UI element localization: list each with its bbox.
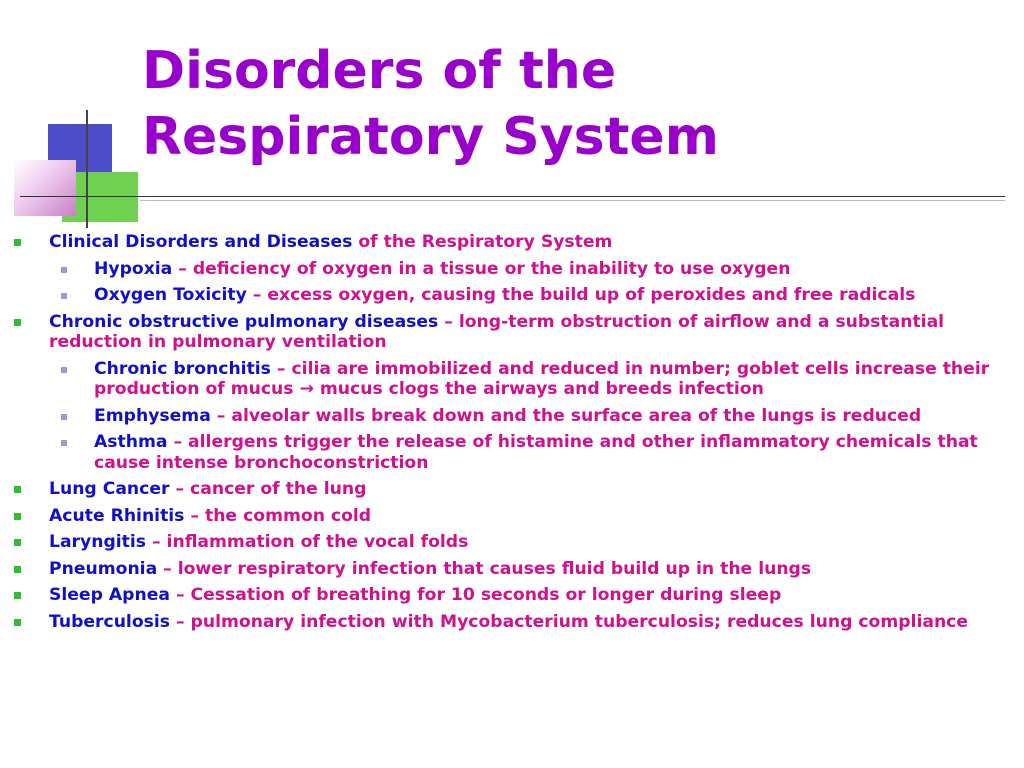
definition: – cancer of the lung — [175, 479, 367, 499]
definition: – excess oxygen, causing the build up of peroxides and free radicals — [252, 285, 916, 305]
page-title — [142, 38, 719, 170]
sub-square-bullet-icon — [61, 293, 67, 299]
term: Emphysema — [94, 405, 217, 426]
title-divider-shadow — [140, 200, 1005, 201]
definition: – lower respiratory infection that causes fluid build up in the lungs — [163, 558, 812, 579]
square-bullet-icon — [14, 319, 21, 326]
square-bullet-icon — [14, 513, 21, 520]
definition: – long-term obstruction of airflow and a substantial reduction in pulmonary ventilation — [49, 311, 945, 352]
list-item — [12, 312, 1012, 353]
list-item — [12, 479, 1012, 500]
square-bullet-icon — [14, 566, 21, 573]
sub-square-bullet-icon — [61, 414, 67, 420]
term: Tuberculosis — [49, 611, 176, 632]
definition: – inflammation of the vocal folds — [151, 532, 469, 552]
term: Chronic bronchitis — [94, 358, 277, 379]
definition: – allergens trigger the release of histamine and other inflammatory chemicals that cause intense bronchoconstriction — [94, 432, 978, 473]
definition: – the common cold — [190, 505, 372, 526]
definition: – cilia are immobilized and reduced in number; goblet cells increase their production of mucus → mucus clogs the airways and breeds infection — [94, 358, 990, 399]
sub-square-bullet-icon — [61, 440, 67, 446]
list-item — [12, 585, 1012, 606]
list-item — [12, 559, 1012, 580]
term: Pneumonia — [49, 558, 164, 579]
sub-list-item — [12, 432, 1012, 473]
sub-list-item — [12, 359, 1012, 400]
bullet-list — [12, 232, 1012, 638]
sub-square-bullet-icon — [61, 267, 67, 273]
sub-list-item — [12, 406, 1012, 427]
term: Chronic obstructive pulmonary diseases — [49, 311, 445, 332]
list-item — [12, 232, 1012, 253]
square-bullet-icon — [14, 592, 21, 599]
square-bullet-icon — [14, 619, 21, 626]
sub-list-item — [12, 285, 1012, 306]
sub-list-item — [12, 259, 1012, 280]
definition: – alveolar walls break down and the surface area of the lungs is reduced — [216, 405, 922, 426]
term: Hypoxia — [94, 258, 179, 279]
title-line-2: Respiratory System — [142, 107, 719, 167]
list-item — [12, 532, 1012, 553]
definition: – Cessation of breathing for 10 seconds or longer during sleep — [175, 585, 782, 605]
term: Asthma — [94, 432, 174, 452]
sub-square-bullet-icon — [61, 367, 67, 373]
square-bullet-icon — [14, 486, 21, 493]
term: Oxygen Toxicity — [94, 285, 253, 305]
list-item — [12, 612, 1012, 633]
term: Sleep Apnea — [49, 585, 176, 605]
definition: – deficiency of oxygen in a tissue or the inability to use oxygen — [178, 258, 791, 279]
term: Clinical Disorders and Diseases — [49, 232, 359, 252]
title-line-1: Disorders of the — [142, 41, 617, 101]
term: Acute Rhinitis — [49, 505, 191, 526]
term: Laryngitis — [49, 532, 152, 552]
definition: of the Respiratory System — [358, 232, 613, 252]
list-item — [12, 506, 1012, 527]
term: Lung Cancer — [49, 479, 176, 499]
square-bullet-icon — [14, 539, 21, 546]
square-bullet-icon — [14, 239, 21, 246]
definition: – pulmonary infection with Mycobacterium tuberculosis; reduces lung compliance — [175, 611, 969, 632]
decor-vertical-line — [86, 110, 88, 228]
title-divider — [20, 196, 1005, 197]
decor-pink-square — [14, 160, 76, 216]
